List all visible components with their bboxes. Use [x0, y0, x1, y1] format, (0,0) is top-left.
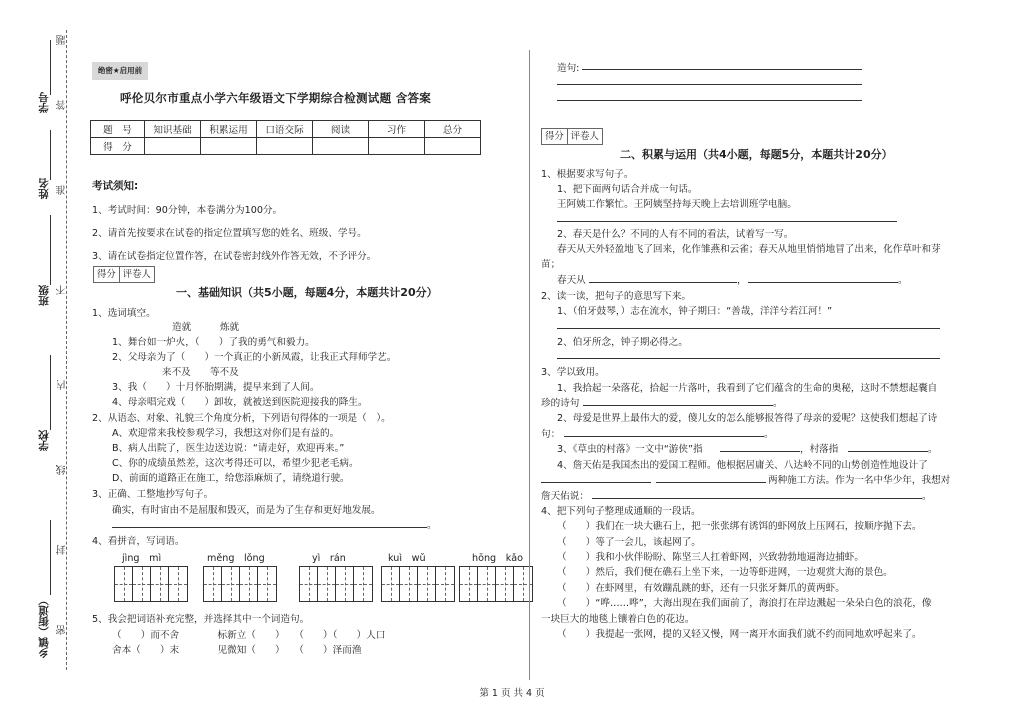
strip-underline-banji: [50, 215, 51, 285]
s2-q1-s2-text3c: 。: [898, 275, 908, 286]
score-blank-cell[interactable]: [145, 138, 201, 155]
s2-q3-s1-blank[interactable]: [583, 405, 773, 406]
score-blank-cell[interactable]: [201, 138, 257, 155]
score-cell: 题 号: [91, 121, 145, 138]
s2-q3-s4-blank-2[interactable]: [656, 482, 766, 483]
strip-underline-xuehao: [50, 40, 51, 95]
s2-q3-s3b: ，村落指: [800, 444, 839, 455]
zaoju-label: 造句:: [557, 63, 580, 74]
s2-q2-s2: 2、伯牙所念，钟子期必得之。: [557, 337, 688, 348]
pinyin-3: yì rán: [312, 553, 346, 564]
score-cell: 知识基础: [145, 121, 201, 138]
score-blank-cell[interactable]: [425, 138, 481, 155]
page-footer: 第 1 页 共 4 页: [479, 688, 545, 699]
s2-q1-s2-text3a: 春天从: [557, 275, 586, 286]
s1-q2-label: 2、从语态、对象、礼貌三个角度分析，下列语句得体的一项是（ ）。: [92, 413, 391, 424]
strip-label-xiangzhen: 乡镇（街道）: [38, 595, 50, 658]
zaoju-line-2[interactable]: [557, 84, 862, 85]
s2-q4-item: （ ）在虾网里，有效蹦乱跳的虾，还有一只张牙舞爪的黄两虾。: [557, 583, 845, 594]
strip-label-xuexiao: 学校: [38, 430, 50, 451]
pinyin-5: hōng kǎo: [472, 553, 524, 564]
s2-q4-item: （ ）我和小伙伴盼盼、陈坚三人扛着虾网，兴致勃勃地逼海边捕虾。: [557, 552, 864, 563]
pinyin-1: jìng mì: [122, 553, 162, 564]
s1-q4-label: 4、看拼音，写词语。: [92, 536, 185, 547]
s2-q1-s2-blank-1[interactable]: [589, 282, 737, 283]
score-cell: 阅读: [313, 121, 369, 138]
tianzige-box-5[interactable]: [459, 566, 533, 602]
notice-item: 1、考试时间：90分钟，本卷满分为100分。: [92, 205, 283, 216]
tianzige-box-3[interactable]: [299, 566, 373, 602]
s2-q1-s2-text1: 春天从天外轻盈地飞了回来，化作雏燕和云雀；春天从地里悄悄地冒了出来，化作草叶和芽: [557, 244, 941, 255]
s2-q4-item: （ ）我们在一块大礁石上，把一张张绑有诱饵的虾网放上压网石，按顺序抛下去。: [557, 521, 922, 532]
pinyin-4: kuì wǔ: [388, 553, 426, 564]
score-cell: 得 分: [91, 138, 145, 155]
s1-q1-s1: 1、舞台如一炉火，（ ）了我的勇气和毅力。: [112, 337, 315, 348]
grader-box: [93, 266, 155, 283]
s2-q2-label: 2、读一读，把句子的意思写下来。: [541, 291, 692, 302]
score-table: [90, 120, 481, 155]
s2-q3-s1b: 珍的诗句: [541, 398, 580, 409]
grader-box-grader: 评卷人: [570, 131, 599, 142]
strip-word-mi: 密: [57, 625, 68, 635]
s2-q3-s1c: 。: [773, 398, 783, 409]
s1-q3-period: 。: [427, 520, 437, 531]
notice-item: 3、请在试卷指定位置作答，在试卷密封线外作答无效，不予评分。: [92, 251, 377, 262]
strip-word-ti: 题: [57, 35, 68, 45]
s2-q4-item: （ ）我提起一张网，提的又轻又慢，网一离开水面我们就不约而同地欢呼起来了。: [557, 629, 922, 640]
s1-q3-answer-line[interactable]: [112, 527, 427, 528]
score-blank-cell[interactable]: [369, 138, 425, 155]
s1-q2-option-a: A、欢迎常来我校参观学习，我想这对你们是有益的。: [112, 428, 340, 439]
section1-title: 一、基础知识（共5小题，每题4分，本题共计20分）: [176, 286, 438, 299]
notice-item: 2、请首先按要求在试卷的指定位置填写您的姓名、班级、学号。: [92, 228, 367, 239]
strip-label-xingming: 姓名: [38, 178, 50, 199]
s2-q3-s2b: 句：: [541, 429, 561, 440]
score-blank-cell[interactable]: [257, 138, 313, 155]
s1-q2-option-b: B、病人出院了，医生边送边说：“请走好，欢迎再来。”: [112, 443, 345, 454]
s2-q1-label: 1、根据要求写句子。: [541, 169, 634, 180]
s2-q3-s4-blank-1[interactable]: [541, 482, 651, 483]
s2-q3-s4c: 詹天佑说：: [541, 491, 589, 502]
s2-q1-s2: 2、春天是什么？不同的人有不同的看法，试着写一写。: [557, 229, 794, 240]
binding-dashed-line: [66, 30, 67, 670]
tianzige-box-1[interactable]: [114, 566, 188, 602]
strip-word-xian: 线: [57, 465, 68, 475]
column-divider: [529, 50, 530, 680]
s2-q3-label: 3、学以致用。: [541, 367, 605, 378]
strip-label-xuehao: 学号: [38, 92, 50, 113]
s2-q1-s2-blank-2[interactable]: [748, 282, 898, 283]
s1-q2-option-d: D、前面的道路正在施工，给您添麻烦了，请绕道行驶。: [112, 473, 350, 484]
s2-q4-item: （ ）等了一会儿，该起网了。: [557, 537, 701, 548]
s1-q1-words2: 来不及 等不及: [162, 367, 239, 378]
grader-box-2: [541, 128, 603, 145]
s2-q3-s2a: 2、母爱是世界上最伟大的爱，傻儿女的怎么能够报答得了母亲的爱呢？这使我们想起了诗: [557, 413, 938, 424]
score-cell: 积累运用: [201, 121, 257, 138]
tianzige-box-4[interactable]: [381, 566, 455, 602]
s1-q3-label: 3、正确、工整地抄写句子。: [92, 489, 214, 500]
strip-underline-xuexiao: [50, 355, 51, 430]
s2-q3-s4-blank-3[interactable]: [592, 498, 922, 499]
grader-box-grader: 评卷人: [122, 269, 151, 280]
section2-title: 二、积累与运用（共4小题，每题5分，本题共计20分）: [620, 148, 893, 161]
s1-q5-label: 5、我会把词语补充完整，并选择其中一个词造句。: [92, 614, 310, 625]
s1-q2-option-c: C、你的成绩虽然差，这次考得还可以，希望少犯老毛病。: [112, 458, 359, 469]
grader-box-score: 得分: [94, 267, 120, 282]
s2-q3-s2-blank[interactable]: [564, 436, 764, 437]
s1-q5-row1: （ ）而不舍 标新立（ ） （ ）（ ）人口: [112, 630, 386, 641]
score-table-score-row: [91, 138, 481, 155]
score-blank-cell[interactable]: [313, 138, 369, 155]
notice-heading: 考试须知:: [92, 180, 139, 192]
s2-q3-s3c: 。: [928, 444, 938, 455]
s2-q1-s2-text3b: ，: [737, 275, 747, 286]
s2-q1-s1-answer-line[interactable]: [557, 221, 897, 222]
s2-q3-s3a: 3、《草虫的村落》一文中“游侠”指: [557, 444, 703, 455]
s2-q3-s4b: 两种施工方法。作为一名中华少年，我想对: [768, 475, 951, 486]
strip-label-banji: 班级: [38, 285, 50, 306]
s2-q2-s1-answer-line[interactable]: [557, 328, 940, 329]
secret-stamp: 绝密★启用前: [92, 62, 148, 80]
s2-q4-item: （ ）“哗……哗”，大海出现在我们面前了，海浪打在岸边溅起一朵朵白色的浪花，像: [557, 598, 932, 609]
strip-word-zhun: 准: [57, 185, 68, 195]
grader-box-score: 得分: [542, 129, 568, 144]
s2-q4-item: （ ）然后，我们便在礁石上坐下来，一边等虾进网，一边观赏大海的景色。: [557, 567, 893, 578]
s1-q1-s3: 3、我（ ）十月怀胎期满，提早来到了人间。: [112, 382, 320, 393]
score-cell: 口语交际: [257, 121, 313, 138]
page-title: 呼伦贝尔市重点小学六年级语文下学期综合检测试题 含答案: [120, 91, 432, 105]
s1-q5-row2: 舍本（ ）末 见微知（ ） （ ）泽而渔: [112, 645, 362, 656]
s2-q3-s3-blank-2[interactable]: [848, 451, 928, 452]
s2-q1-s1-text: 王阿姨工作繁忙。王阿姨坚持每天晚上去培训班学电脑。: [557, 199, 797, 210]
zaoju-line-3[interactable]: [557, 100, 862, 101]
s2-q4-item: 一块巨大的地毯上镶着白色的花边。: [541, 614, 695, 625]
score-cell: 习作: [369, 121, 425, 138]
pinyin-2: měng lǒng: [207, 553, 265, 564]
s2-q3-s1a: 1、我拾起一朵落花，拾起一片落叶，我看到了它们蕴含的生命的奥秘，这时不禁想起囊自: [557, 383, 938, 394]
strip-word-bu: 不: [57, 285, 68, 295]
strip-word-feng: 封: [57, 545, 68, 555]
strip-underline-xiangzhen: [50, 520, 51, 595]
s1-q1-words1: 造就 炼就: [172, 322, 240, 333]
s1-q1-s2: 2、父母亲为了（ ）一个真正的小新凤霞，让我正式拜师学艺。: [112, 352, 397, 363]
s2-q2-s1: 1、（伯牙鼓琴，）志在流水，钟子期曰：“善哉，洋洋兮若江河！”: [557, 306, 833, 317]
s2-q2-s2-answer-line[interactable]: [557, 358, 940, 359]
s2-q4-label: 4、把下列句子整理成通顺的一段话。: [541, 506, 701, 517]
zaoju-line-1[interactable]: [582, 69, 862, 70]
score-cell: 总分: [425, 121, 481, 138]
s2-q3-s4d: 。: [922, 491, 932, 502]
s2-q1-s2-text2: 苗；: [541, 259, 561, 270]
s2-q1-s1: 1、把下面两句话合并成一句话。: [557, 184, 698, 195]
s1-q3-text: 确实，有时宙由不是屈服和毁灭，而是为了生存和更好地发展。: [112, 505, 381, 516]
score-table-header-row: [91, 121, 481, 138]
s1-q1-s4: 4、母亲唱完戏（ ）卸妆，就被送到医院迎接我的降生。: [112, 397, 368, 408]
s1-q1-label: 1、选词填空。: [92, 308, 156, 319]
strip-underline-xingming: [50, 130, 51, 180]
strip-word-nei: 内: [57, 380, 68, 390]
tianzige-box-2[interactable]: [203, 566, 277, 602]
s2-q3-s2c: 。: [764, 429, 774, 440]
s2-q3-s4a: 4、詹天佑是我国杰出的爱国工程师。他根据居庸关、八达岭不同的山势创造性地设计了: [557, 460, 928, 471]
strip-word-da: 答: [57, 100, 68, 110]
s2-q3-s3-blank-1[interactable]: [720, 451, 800, 452]
